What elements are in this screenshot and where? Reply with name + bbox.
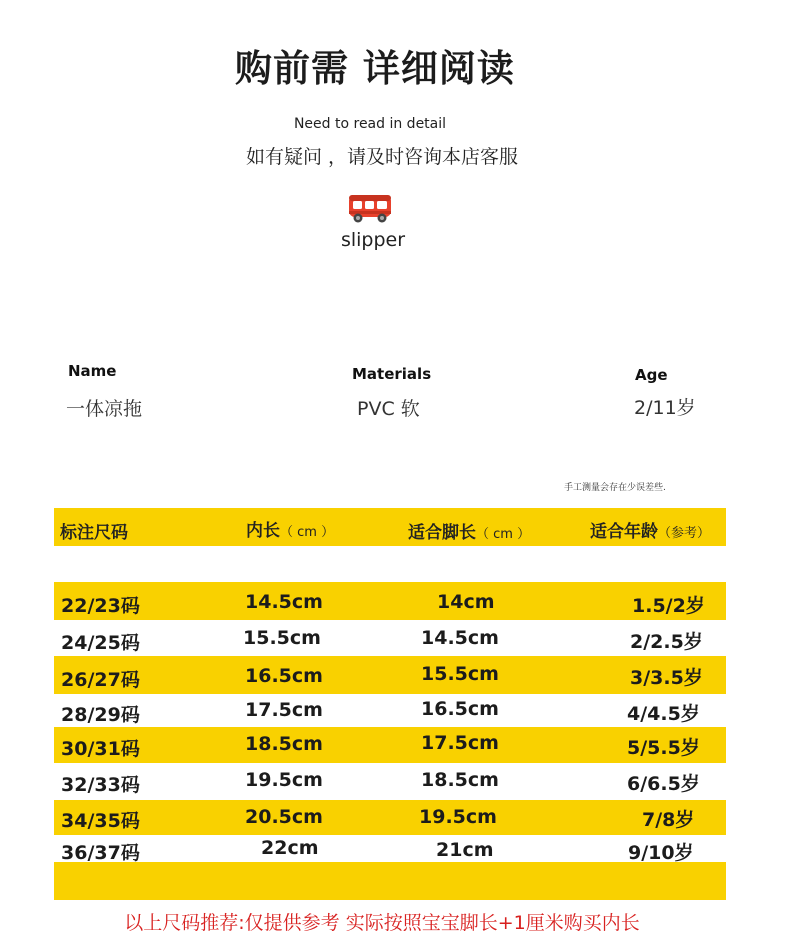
materials-label: Materials — [352, 365, 432, 383]
row-band — [54, 727, 726, 763]
cell-foot-length: 18.5cm — [421, 769, 499, 791]
name-value: 一体凉拖 — [66, 398, 143, 420]
cell-age: 3/3.5岁 — [630, 667, 703, 689]
cell-foot-length: 15.5cm — [421, 663, 499, 685]
cell-size: 36/37码 — [61, 842, 140, 864]
subtitle-english: Need to read in detail — [293, 116, 447, 132]
materials-value: PVC 软 — [357, 398, 420, 420]
measurement-note: 手工测量会存在少误差些. — [564, 483, 666, 493]
cell-age: 4/4.5岁 — [627, 703, 700, 725]
age-label: Age — [635, 366, 668, 384]
cell-size: 30/31码 — [61, 738, 140, 760]
product-label: slipper — [340, 229, 406, 251]
cell-foot-length: 14cm — [437, 591, 495, 613]
cell-inner-length: 14.5cm — [245, 591, 323, 613]
cell-inner-length: 19.5cm — [245, 769, 323, 791]
cell-inner-length: 18.5cm — [245, 733, 323, 755]
cell-size: 26/27码 — [61, 669, 140, 691]
cell-age: 7/8岁 — [642, 809, 695, 831]
cell-foot-length: 14.5cm — [421, 627, 499, 649]
subtitle-chinese: 如有疑问 ，请及时咨询本店客服 — [245, 146, 519, 168]
cell-age: 1.5/2岁 — [632, 595, 705, 617]
header-age: 适合年龄（参考） — [590, 522, 711, 542]
cell-age: 6/6.5岁 — [627, 773, 700, 795]
cell-inner-length: 22cm — [261, 837, 319, 859]
cell-age: 9/10岁 — [628, 842, 694, 864]
cell-foot-length: 21cm — [436, 839, 494, 861]
row-band — [54, 656, 726, 694]
footer-recommendation: 以上尺码推荐:仅提供参考 实际按照宝宝脚长+1厘米购买内长 — [124, 912, 640, 934]
cell-inner-length: 15.5cm — [243, 627, 321, 649]
cell-size: 24/25码 — [61, 632, 140, 654]
row-band — [54, 582, 726, 620]
name-label: Name — [68, 362, 117, 380]
cell-foot-length: 16.5cm — [421, 698, 499, 720]
cell-inner-length: 16.5cm — [245, 665, 323, 687]
age-value: 2/11岁 — [634, 397, 696, 419]
cell-inner-length: 17.5cm — [245, 699, 323, 721]
header-foot-length: 适合脚长（ cm ） — [408, 523, 531, 543]
cell-size: 28/29码 — [61, 704, 140, 726]
page-title: 购前需 详细阅读 — [235, 47, 515, 90]
bottom-band — [54, 862, 726, 900]
header-inner-length: 内长（ cm ） — [246, 521, 335, 541]
bus-icon — [347, 192, 393, 224]
cell-foot-length: 17.5cm — [421, 732, 499, 754]
row-band — [54, 800, 726, 835]
header-size: 标注尺码 — [60, 523, 128, 543]
cell-age: 5/5.5岁 — [627, 737, 700, 759]
cell-size: 22/23码 — [61, 595, 140, 617]
cell-inner-length: 20.5cm — [245, 806, 323, 828]
cell-size: 34/35码 — [61, 810, 140, 832]
cell-size: 32/33码 — [61, 774, 140, 796]
cell-foot-length: 19.5cm — [419, 806, 497, 828]
cell-age: 2/2.5岁 — [630, 631, 703, 653]
